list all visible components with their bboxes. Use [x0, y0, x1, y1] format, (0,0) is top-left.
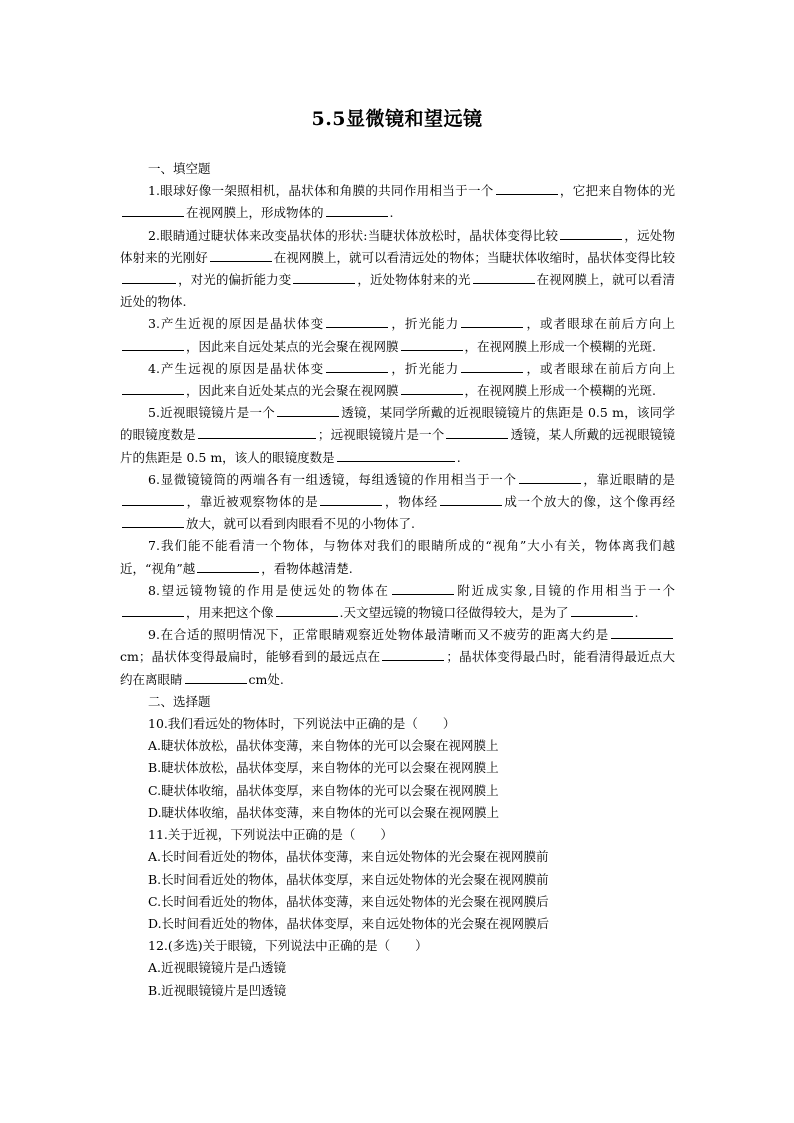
answer-blank[interactable] — [401, 380, 463, 395]
question-8: 8.望远镜物镜的作用是使远处的物体在 附近成实象,目镜的作用相当于一个，用来把这个像 .天文望远镜的物镜口径做得较大，是为了 . — [120, 580, 675, 624]
answer-blank[interactable] — [461, 313, 523, 328]
answer-blank[interactable] — [446, 424, 508, 439]
answer-blank[interactable] — [392, 580, 454, 595]
question-7: 7.我们能不能看清一个物体，与物体对我们的眼睛所成的“视角”大小有关，物体离我们越近，“视角”越 ，看物体越清楚. — [120, 538, 675, 576]
answer-blank[interactable] — [461, 358, 523, 373]
section-heading-multiple-choice: 二、选择题 — [148, 693, 211, 709]
option-b[interactable]: B.长时间看近处的物体，晶状体变厚，来自远处物体的光会聚在视网膜前 — [148, 871, 549, 887]
answer-blank[interactable] — [122, 336, 184, 351]
answer-blank[interactable] — [326, 202, 388, 217]
question-10-stem: 10.我们看远处的物体时，下列说法中正确的是（ ） — [148, 716, 456, 732]
answer-blank[interactable] — [440, 491, 502, 506]
option-d[interactable]: D.长时间看近处的物体，晶状体变厚，来自远处物体的光会聚在视网膜后 — [148, 915, 550, 931]
option-a[interactable]: A.近视眼镜镜片是凸透镜 — [148, 960, 287, 976]
answer-blank[interactable] — [122, 202, 184, 217]
answer-blank[interactable] — [473, 269, 535, 284]
answer-blank[interactable] — [496, 180, 558, 195]
option-c[interactable]: C.睫状体收缩，晶状体变厚，来自物体的光可以会聚在视网膜上 — [148, 782, 499, 798]
answer-blank[interactable] — [326, 313, 388, 328]
question-1: 1.眼球好像一架照相机，晶状体和角膜的共同作用相当于一个 ，它把来自物体的光在视网膜上，形成物体的 . — [120, 180, 675, 224]
question-5: 5.近视眼镜镜片是一个 透镜，某同学所戴的近视眼镜镜片的焦距是 0.5 m，该同学的眼镜度数是 ；远视眼镜镜片是一个 透镜，某人所戴的远视眼镜镜片的焦距是 0.5 m，该人的眼镜度数是 . — [120, 402, 675, 469]
answer-blank[interactable] — [276, 602, 338, 617]
answer-blank[interactable] — [122, 380, 184, 395]
option-a[interactable]: A.睫状体放松，晶状体变薄，来自物体的光可以会聚在视网膜上 — [148, 738, 499, 754]
answer-blank[interactable] — [560, 225, 622, 240]
option-b[interactable]: B.睫状体放松，晶状体变厚，来自物体的光可以会聚在视网膜上 — [148, 760, 499, 776]
section-heading-fill-in: 一、填空题 — [148, 161, 211, 176]
answer-blank[interactable] — [320, 491, 382, 506]
answer-blank[interactable] — [185, 669, 247, 684]
answer-blank[interactable] — [277, 402, 339, 417]
answer-blank[interactable] — [210, 247, 272, 262]
answer-blank[interactable] — [122, 491, 184, 506]
answer-blank[interactable] — [337, 447, 455, 462]
answer-blank[interactable] — [611, 624, 673, 639]
worksheet-body — [120, 158, 675, 1002]
question-9: 9.在合适的照明情况下，正常眼睛观察近处物体最清晰而又不疲劳的距离大约是cm；晶状体变得最扁时，能够看到的最远点在 ；晶状体变得最凸时，能看清得最近点大约在离眼睛 cm处. — [120, 624, 675, 691]
option-c[interactable]: C.长时间看近处的物体，晶状体变薄，来自远处物体的光会聚在视网膜后 — [148, 893, 549, 909]
answer-blank[interactable] — [326, 358, 388, 373]
question-4: 4.产生远视的原因是晶状体变 ，折光能力 ，或者眼球在前后方向上，因此来自近处某点的光会聚在视网膜 ，在视网膜上形成一个模糊的光斑. — [120, 358, 675, 402]
option-d[interactable]: D.睫状体收缩，晶状体变薄，来自物体的光可以会聚在视网膜上 — [148, 804, 500, 820]
option-a[interactable]: A.长时间看近处的物体，晶状体变薄，来自远处物体的光会聚在视网膜前 — [148, 849, 549, 865]
question-6: 6.显微镜镜筒的两端各有一组透镜，每组透镜的作用相当于一个 ，靠近眼睛的是，靠近被观察物体的是 ，物体经 成一个放大的像，这个像再经放大，就可以看到肉眼看不见的小物体了. — [120, 469, 675, 536]
answer-blank[interactable] — [293, 269, 355, 284]
answer-blank[interactable] — [198, 424, 316, 439]
page-title: 5.5显微镜和望远镜 — [311, 108, 483, 130]
answer-blank[interactable] — [401, 336, 463, 351]
question-12-stem: 12.(多选)关于眼镜，下列说法中正确的是（ ） — [148, 938, 428, 954]
answer-blank[interactable] — [197, 558, 259, 573]
answer-blank[interactable] — [571, 602, 633, 617]
answer-blank[interactable] — [122, 513, 184, 528]
answer-blank[interactable] — [122, 602, 184, 617]
answer-blank[interactable] — [122, 269, 176, 284]
option-b[interactable]: B.近视眼镜镜片是凹透镜 — [148, 982, 287, 998]
answer-blank[interactable] — [382, 646, 444, 661]
question-11-stem: 11.关于近视，下列说法中正确的是（ ） — [148, 827, 393, 843]
question-2: 2.眼睛通过睫状体来改变晶状体的形状:当睫状体放松时，晶状体变得比较 ，远处物体射来的光刚好 在视网膜上，就可以看清远处的物体；当睫状体收缩时，晶状体变得比较，对光的偏折能力变 ，近处物体射来的光 在视网膜上，就可以看清近处的物体. — [120, 225, 675, 314]
question-3: 3.产生近视的原因是晶状体变 ，折光能力 ，或者眼球在前后方向上，因此来自远处某点的光会聚在视网膜 ，在视网膜上形成一个模糊的光斑. — [120, 313, 675, 357]
answer-blank[interactable] — [519, 469, 581, 484]
